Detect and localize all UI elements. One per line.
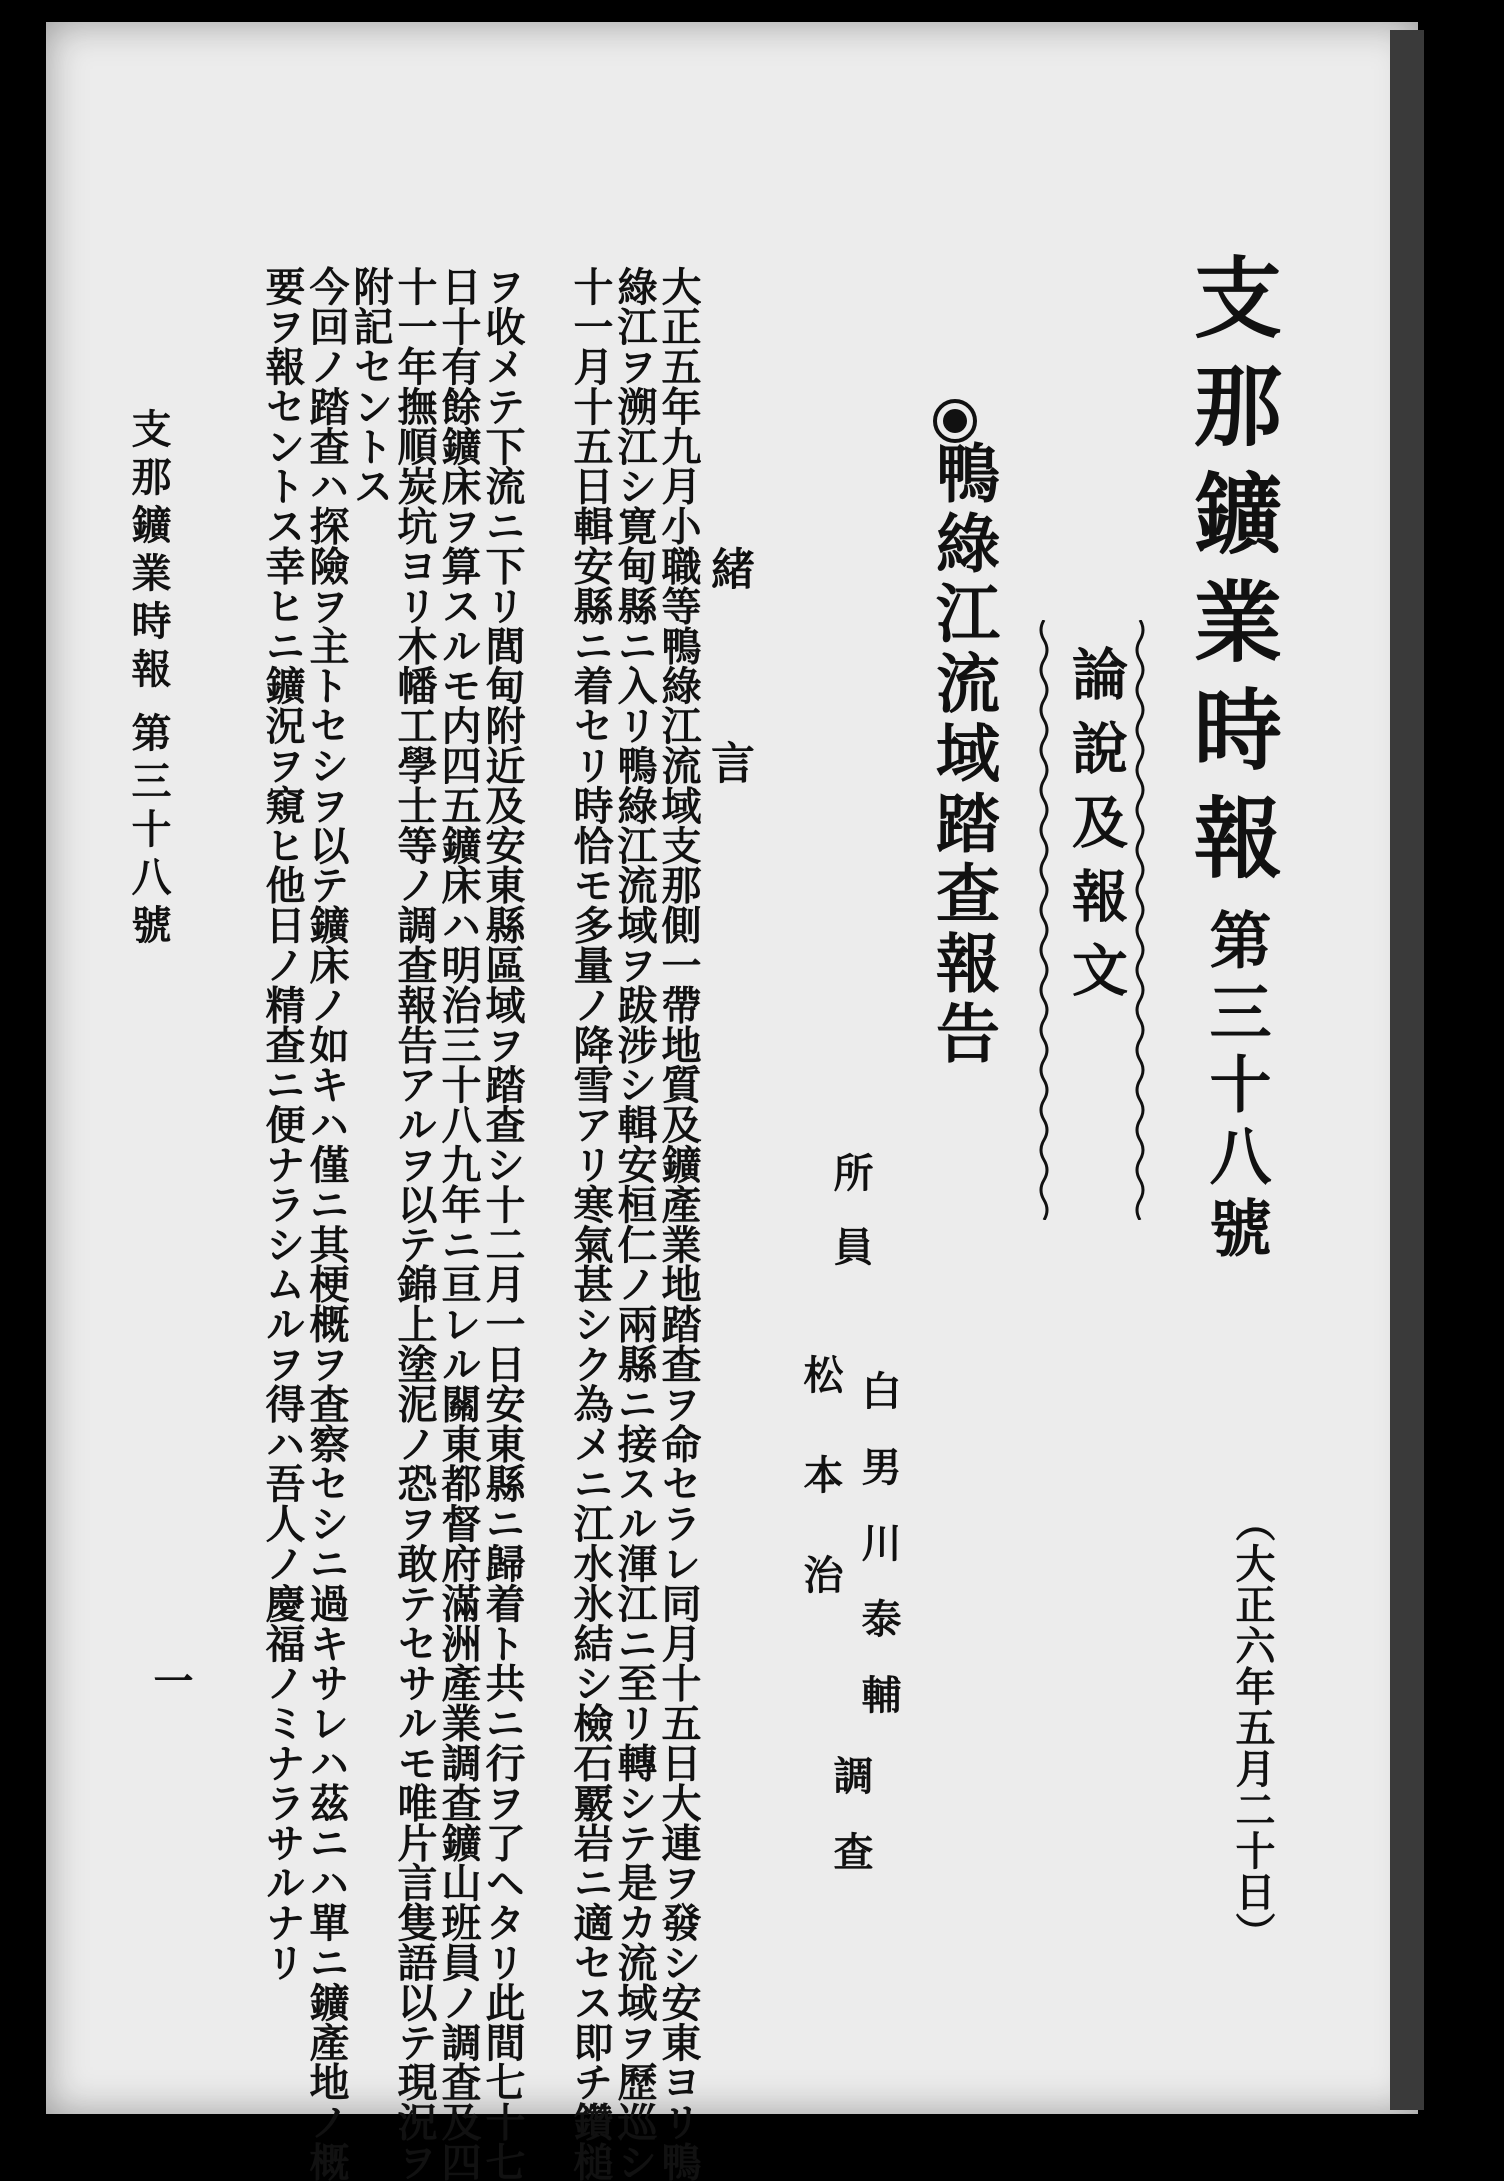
running-footer-title: 支那鑛業時報 (125, 408, 172, 696)
author-name: 松本治 (797, 1354, 844, 1654)
wavy-rule-left (1036, 620, 1052, 1220)
wavy-rule-right (1132, 620, 1148, 1220)
body-text-line: 綠江ヲ溯江シ寛甸縣ニ入リ鴨綠江流域ヲ跋涉シ輯安桓仁ノ兩縣ニ接スル渾江ニ至リ轉シテ是カ流域ヲ歷巡シ (611, 266, 658, 2181)
body-text-line: 十一年撫順炭坑ヨリ木幡工學士等ノ調查報告アルヲ以テ錦上塗泥ノ恐ヲ敢テセサルモ唯片言隻語以テ現況ヲ (391, 266, 438, 2181)
body-text-line: 日十有餘鑛床ヲ算スルモ内四五鑛床ハ明治三十八九年ニ亘レル關東都督府滿洲產業調查鑛山班員ノ調査及四 (435, 266, 482, 2181)
body-text-line: 大正五年九月小職等鴨綠江流域支那側一帶地質及鑛產業地踏查ヲ命セラレ同月十五日大連ヲ發シ安東ヨリ鴨 (655, 266, 702, 2181)
masthead-title: 支那鑛業時報 (1180, 252, 1284, 900)
body-text-line: 附記セントス (347, 266, 394, 506)
author-name: 白男川泰輔 (855, 1370, 902, 1750)
body-text-line: 十一月十五日輯安縣ニ着セリ時恰モ多量ノ降雪アリ寒氣甚シク為メニ江水氷結シ檢石覈岩ニ適セス即チ鑽槌 (567, 266, 614, 2181)
running-footer-issue: 第三十八號 (125, 712, 172, 952)
page-number: 一 (147, 1660, 194, 1700)
investigation-label: 調查 (827, 1755, 874, 1907)
issue-number: 第三十八號 (1199, 908, 1272, 1268)
publication-date: （大正六年五月二十日） (1229, 1502, 1276, 1953)
section-label: 論說及報文 (1063, 645, 1129, 1015)
article-title: 鴨綠江流域踏查報告 (925, 440, 1000, 1070)
bullseye-icon (932, 398, 978, 444)
body-text-line: 要ヲ報セントス幸ヒニ鑛況ヲ窺ヒ他日ノ精查ニ便ナラシムルヲ得ハ吾人ノ慶福ノミナラサルナリ (259, 266, 306, 1982)
department-label: 所員 (827, 1152, 874, 1300)
book-spine-shadow (1390, 30, 1424, 2110)
body-text-line: ヲ收メテ下流ニ下リ閭甸附近及安東縣區域ヲ踏查シ十二月一日安東縣ニ歸着ト共ニ行ヲ了ヘタリ此間七十七 (479, 266, 526, 2181)
body-text-line: 今回ノ踏查ハ探險ヲ主トセシヲ以テ鑛床ノ如キハ僅ニ其梗概ヲ査察セシニ過キサレハ茲ニハ單ニ鑛產地ノ概 (303, 266, 350, 2181)
introduction-heading: 緒言 (703, 546, 754, 934)
